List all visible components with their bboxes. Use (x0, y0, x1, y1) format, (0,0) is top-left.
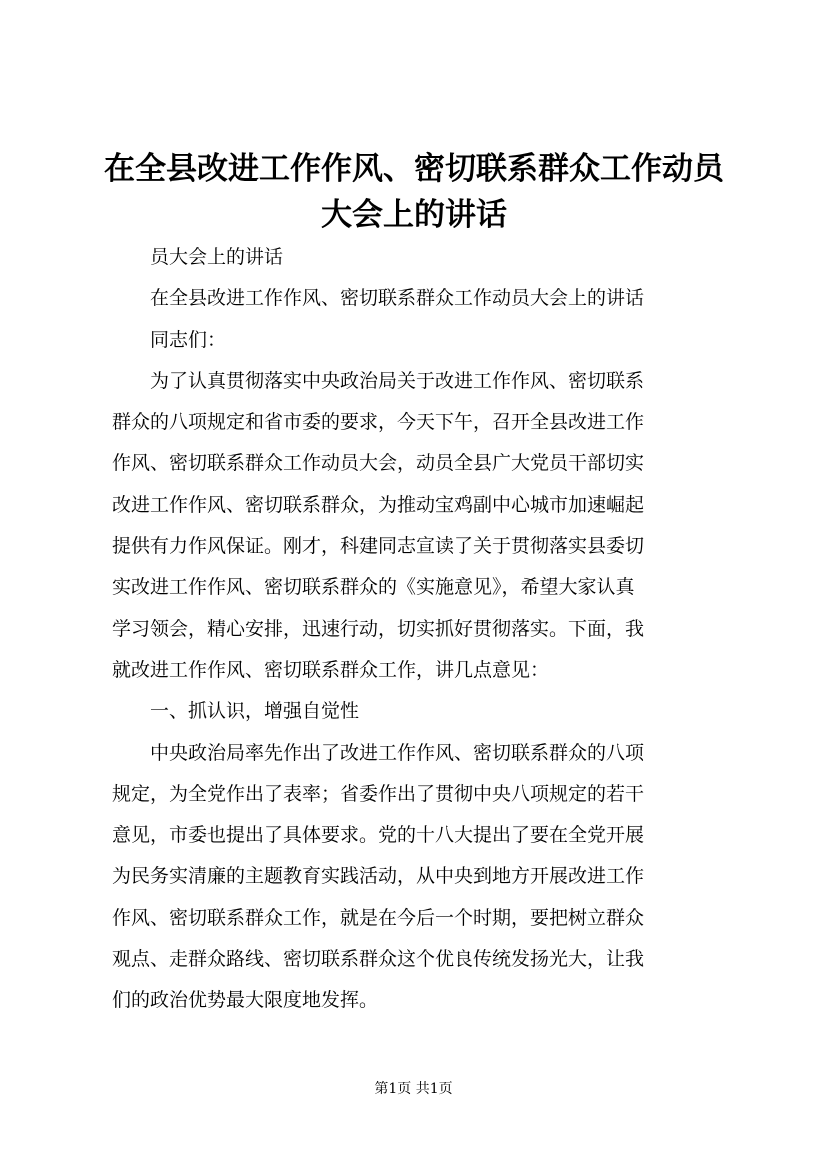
paragraph (112, 278, 722, 319)
text-line: 一、抓认识，增强自觉性 (150, 700, 360, 723)
text-line: 作风、密切联系群众工作动员大会，动员全县广大党员干部切实 (112, 452, 645, 475)
text-line: 群众的八项规定和省市委的要求，今天下午，召开全县改进工作 (112, 411, 645, 434)
text-line: 中央政治局率先作出了改进工作作风、密切联系群众的八项 (150, 741, 645, 764)
text-line: 意见，市委也提出了具体要求。党的十八大提出了要在全党开展 (112, 824, 645, 847)
paragraph (112, 691, 722, 732)
document-body (112, 237, 722, 1022)
text-line: 规定，为全党作出了表率；省委作出了贯彻中央八项规定的若干 (112, 782, 645, 805)
text-line: 为民务实清廉的主题教育实践活动，从中央到地方开展改进工作 (112, 865, 645, 888)
text-line: 学习领会，精心安排，迅速行动，切实抓好贯彻落实。下面，我 (112, 617, 645, 640)
text-line: 在全县改进工作作风、密切联系群众工作动员大会上的讲话 (150, 287, 645, 310)
text-line: 观点、走群众路线、密切联系群众这个优良传统发扬光大，让我 (112, 948, 645, 971)
text-line: 改进工作作风、密切联系群众，为推动宝鸡副中心城市加速崛起 (112, 493, 645, 516)
title-line: 在全县改进工作作风、密切联系群众工作动员 (104, 151, 724, 187)
text-line: 为了认真贯彻落实中央政治局关于改进工作作风、密切联系 (150, 369, 645, 392)
text-line: 实改进工作作风、密切联系群众的《实施意见》，希望大家认真 (112, 576, 635, 599)
title-line: 大会上的讲话 (321, 197, 507, 233)
paragraph (112, 733, 722, 1022)
text-line: 同志们： (150, 328, 227, 351)
page-footer: 第1页 共1页 (374, 1081, 453, 1097)
paragraph (112, 237, 722, 278)
document-title (96, 146, 732, 238)
text-line: 们的政治优势最大限度地发挥。 (112, 989, 379, 1012)
text-line: 员大会上的讲话 (150, 246, 284, 268)
text-line: 作风、密切联系群众工作，就是在今后一个时期，要把树立群众 (112, 906, 645, 929)
text-line: 提供有力作风保证。刚才，科建同志宣读了关于贯彻落实县委切 (112, 535, 645, 558)
paragraph (112, 361, 722, 691)
paragraph (112, 320, 722, 361)
text-line: 就改进工作作风、密切联系群众工作，讲几点意见： (112, 658, 550, 681)
